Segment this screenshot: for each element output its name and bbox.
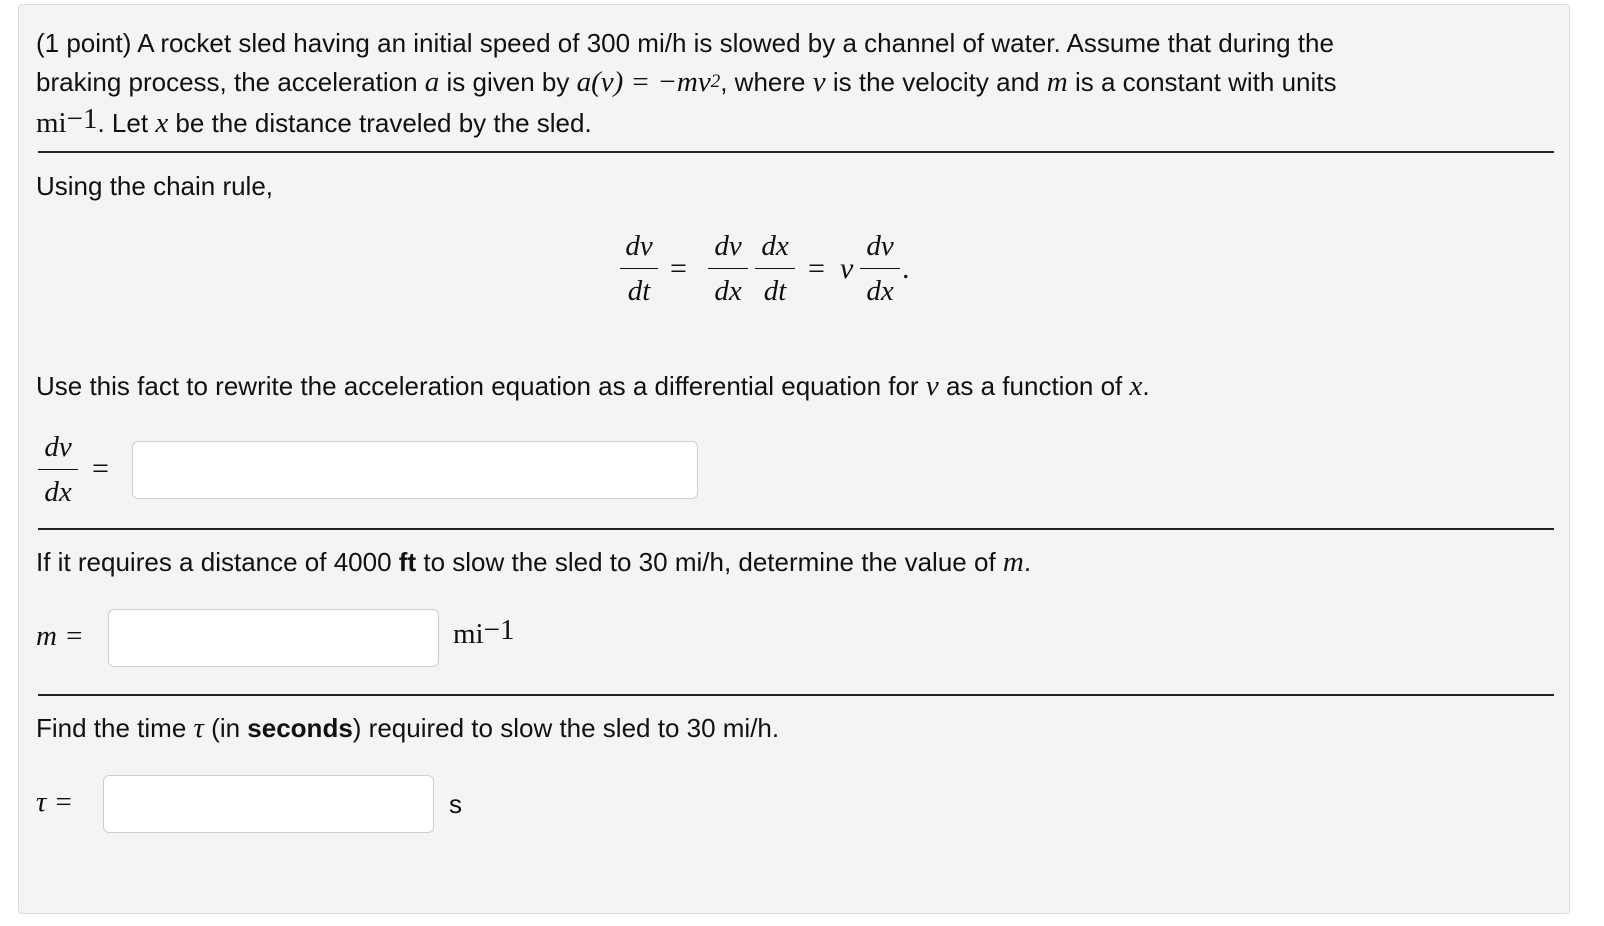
tau-answer-input[interactable]: [103, 775, 434, 833]
fraction-dv-dx-label: dv dx: [38, 430, 78, 509]
unit-mi: mi: [36, 107, 67, 139]
divider: [38, 151, 1554, 153]
dv-dx-answer-input[interactable]: [132, 441, 698, 499]
part1-prompt: Use this fact to rewrite the acceleration equation as a differential equation for v as a function of x.: [36, 370, 1150, 402]
equals-sign: =: [92, 452, 109, 485]
part2-prompt: If it requires a distance of 4000 ft to slow the sled to 30 mi/h, determine the value of m.: [36, 546, 1032, 578]
points-label: (1 point): [36, 28, 132, 58]
problem-line-2: braking process, the acceleration a is given by $a(v) = -mv^2$, where v is the velocity and m is a constant with units: [36, 66, 1337, 98]
part3-prompt: Find the time τ (in seconds) required to slow the sled to 30 mi/h.: [36, 712, 780, 744]
problem-line-3: $mi^{-1}$. Let x be the distance traveled by the sled.: [36, 103, 592, 139]
divider: [38, 694, 1554, 696]
divider: [38, 528, 1554, 530]
problem-line-1: [36, 23, 1334, 63]
tau-label: τ =: [36, 786, 74, 818]
chain-rule-intro: Using the chain rule,: [36, 171, 274, 201]
fraction-dv-dt: dv dt: [620, 229, 658, 308]
acceleration-eq-rhs: = $-mv^2$: [630, 66, 721, 98]
problem-text: A rocket sled having an initial speed of 300 mi/h is slowed by a channel of water. Assume that during the: [137, 28, 1334, 58]
m-label: m =: [36, 620, 84, 652]
velocity-symbol: v: [840, 252, 854, 285]
fraction-dv-dx: dv dx: [860, 229, 900, 308]
tau-unit: s: [449, 789, 462, 819]
fraction-dx-dt: dx dt: [755, 229, 795, 308]
m-answer-input[interactable]: [108, 609, 439, 667]
period: .: [902, 252, 910, 285]
m-unit: $mi^{-1}$: [453, 614, 515, 650]
equals-sign: =: [808, 252, 825, 285]
acceleration-eq-lhs: a(v): [576, 66, 624, 98]
fraction-dv-dx: dv dx: [708, 229, 748, 308]
equals-sign: =: [670, 252, 687, 285]
